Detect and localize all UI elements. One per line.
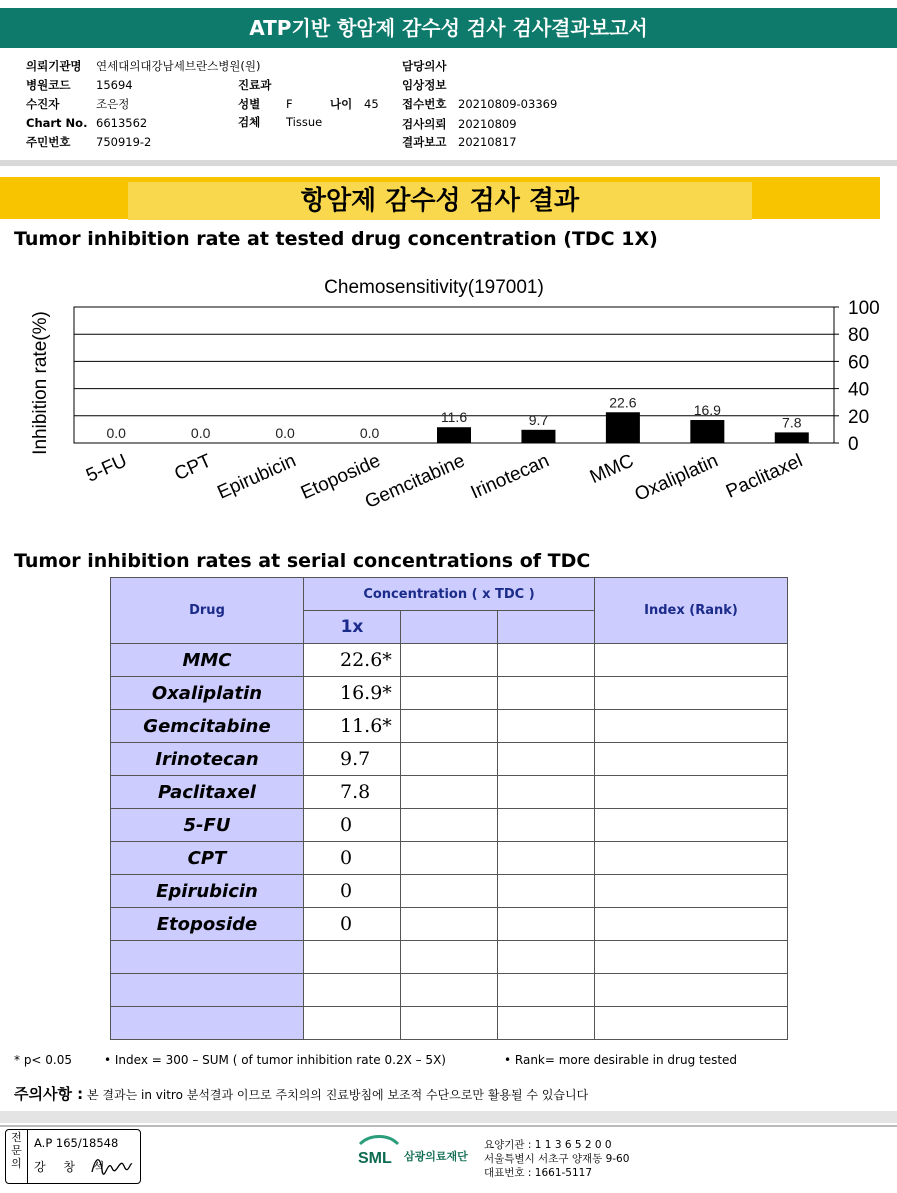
index-cell [595,875,788,908]
chart-title: Chemosensitivity(197001) [324,277,544,298]
drug-cell: Oxaliplatin [111,677,304,710]
blank-cell [498,677,595,710]
data-label: 0.0 [190,425,211,441]
age-value: 45 [364,97,379,111]
index-cell [595,710,788,743]
phone: 대표번호 : 1661-5117 [484,1167,593,1179]
table-row [111,842,788,875]
blank-cell [401,908,498,941]
table-row [111,908,788,941]
y-axis-label: Inhibition rate(%) [30,311,51,455]
bottom-band [0,1111,897,1123]
index-cell [595,743,788,776]
index-cell [595,842,788,875]
notice [14,1083,588,1104]
value-1x-cell [304,941,401,974]
blank-cell [401,974,498,1007]
signature-side-label: 전문의 [6,1130,28,1183]
col-blank-header [498,611,595,644]
blank-cell [498,941,595,974]
organization-name: 삼광의료재단 [404,1150,468,1163]
blank-cell [498,974,595,1007]
x-tick-label: Oxaliplatin [631,450,722,506]
table-row [111,974,788,1007]
age-label: 나이 [330,97,353,111]
data-label: 0.0 [359,425,380,441]
sml-logo-icon [356,1134,402,1168]
data-label: 7.8 [782,414,802,431]
blank-cell [498,809,595,842]
patient-value: 조은정 [96,97,130,111]
index-cell [595,776,788,809]
hospital-label: 의뢰기관명 [26,59,82,73]
data-label: 0.0 [275,425,295,441]
logo-text: SML [358,1150,392,1167]
data-label: 22.6 [609,394,637,411]
value-1x-cell: 9.7 [304,743,401,776]
x-tick-label: Etoposide [297,450,384,504]
blank-cell [498,875,595,908]
table-row [111,1007,788,1040]
blank-cell [401,710,498,743]
hospital-value: 연세대의대강남세브란스병원(원) [96,59,261,73]
resident-no-value: 750919-2 [96,135,152,149]
chemosensitivity-chart [0,262,897,538]
divider [0,160,897,166]
drug-cell: CPT [111,842,304,875]
y-tick-label: 20 [848,406,870,428]
notice-text: 본 결과는 in vitro 분석결과 이므로 주치의의 진료방침에 보조적 수단으로만 활용될 수 있습니다 [87,1088,589,1102]
x-tick-label: 5-FU [83,450,131,487]
table-row [111,677,788,710]
section1-title: Tumor inhibition rate at tested drug concentration (TDC 1X) [14,228,658,250]
x-tick-label: CPT [171,450,215,486]
sex-value: F [286,97,293,111]
blank-cell [401,875,498,908]
clinical-label: 임상정보 [402,78,447,92]
drug-cell: Etoposide [111,908,304,941]
x-tick-label: Gemcitabine [362,450,469,513]
drug-header: Drug [111,578,304,644]
section2-title: Tumor inhibition rates at serial concentrations of TDC [14,550,591,572]
request-label: 검사의뢰 [402,117,447,131]
value-1x-cell: 0 [304,908,401,941]
blank-cell [498,644,595,677]
blank-cell [498,710,595,743]
hospital-code-label: 병원코드 [26,78,71,92]
index-cell [595,644,788,677]
banner-title: 항암제 감수성 검사 결과 [128,182,752,220]
report-value: 20210817 [458,135,517,149]
patient-info [0,48,897,160]
doctor-label: 담당의사 [402,59,447,73]
drug-cell [111,941,304,974]
receipt-value: 20210809-03369 [458,97,558,111]
rank-note: • Rank= more desirable in drug tested [504,1053,738,1067]
y-tick-label: 40 [848,379,870,401]
index-formula-note: • Index = 300 – SUM ( of tumor inhibition rate 0.2X – 5X) [104,1053,446,1067]
dept-label: 진료과 [238,78,272,92]
y-tick-label: 80 [848,325,870,347]
x-tick-label: Irinotecan [467,450,553,504]
bar [690,420,724,443]
address: 서울특별시 서초구 양재동 9-60 [484,1153,630,1165]
value-1x-cell: 0 [304,842,401,875]
blank-cell [401,644,498,677]
blank-cell [401,743,498,776]
data-label: 0.0 [106,425,126,441]
value-1x-cell: 0 [304,809,401,842]
resident-no-label: 주민번호 [26,135,71,149]
value-1x-cell: 0 [304,875,401,908]
value-1x-cell [304,1007,401,1040]
value-1x-cell: 11.6* [304,710,401,743]
patient-label: 수진자 [26,97,60,111]
table-row [111,776,788,809]
drug-cell: Paclitaxel [111,776,304,809]
bottom-line [0,1125,897,1127]
bar [606,412,640,443]
x-tick-label: MMC [586,450,637,489]
drug-cell: 5-FU [111,809,304,842]
notice-label: 주의사항 : [14,1085,84,1103]
bar [775,432,809,443]
specimen-label: 검체 [238,115,261,129]
hospital-code-value: 15694 [96,78,133,92]
chart-no-value: 6613562 [96,116,148,130]
data-label: 9.7 [528,411,549,428]
table-row [111,809,788,842]
value-1x-cell [304,974,401,1007]
pathologist-name: 강 창 석 [34,1160,112,1174]
specimen-value: Tissue [286,115,323,129]
index-cell [595,677,788,710]
blank-cell [401,941,498,974]
drug-cell: MMC [111,644,304,677]
drug-cell [111,1007,304,1040]
p-value-note: * p< 0.05 [14,1053,73,1067]
report-label: 결과보고 [402,135,447,149]
results-table [110,577,788,1040]
blank-cell [498,1007,595,1040]
index-cell [595,1007,788,1040]
col-1x-header: 1x [304,611,401,644]
request-value: 20210809 [458,117,517,131]
index-cell [595,809,788,842]
value-1x-cell: 16.9* [304,677,401,710]
table-row [111,743,788,776]
index-cell [595,941,788,974]
value-1x-cell: 22.6* [304,644,401,677]
x-tick-label: Paclitaxel [722,450,806,503]
blank-cell [401,1007,498,1040]
blank-cell [401,842,498,875]
data-label: 16.9 [693,402,721,419]
care-code: 요양기관 : 1 1 3 6 5 2 0 0 [484,1139,612,1151]
chart-no-label: Chart No. [26,116,88,130]
sex-label: 성별 [238,97,261,111]
blank-cell [401,776,498,809]
bar [437,427,471,443]
blank-cell [498,776,595,809]
signature-box [5,1129,141,1184]
table-row [111,644,788,677]
col-blank-header [401,611,498,644]
drug-cell: Epirubicin [111,875,304,908]
y-tick-label: 0 [848,434,859,455]
concentration-header: Concentration ( x TDC ) [304,578,595,611]
y-tick-label: 60 [848,352,870,374]
table-row [111,941,788,974]
data-label: 11.6 [440,409,468,426]
report-title: ATP기반 항암제 감수성 검사 검사결과보고서 [0,8,897,48]
blank-cell [498,743,595,776]
index-cell [595,908,788,941]
drug-cell [111,974,304,1007]
value-1x-cell: 7.8 [304,776,401,809]
blank-cell [498,842,595,875]
signature-icon [90,1152,134,1178]
bar [521,430,555,443]
blank-cell [498,908,595,941]
index-header: Index (Rank) [595,578,788,644]
blank-cell [401,809,498,842]
x-tick-label: Epirubicin [214,450,300,504]
receipt-label: 접수번호 [402,97,447,111]
drug-cell: Gemcitabine [111,710,304,743]
y-tick-label: 100 [848,298,880,319]
blank-cell [401,677,498,710]
drug-cell: Irinotecan [111,743,304,776]
table-row [111,875,788,908]
ap-number: A.P 165/18548 [34,1136,119,1150]
index-cell [595,974,788,1007]
table-row [111,710,788,743]
